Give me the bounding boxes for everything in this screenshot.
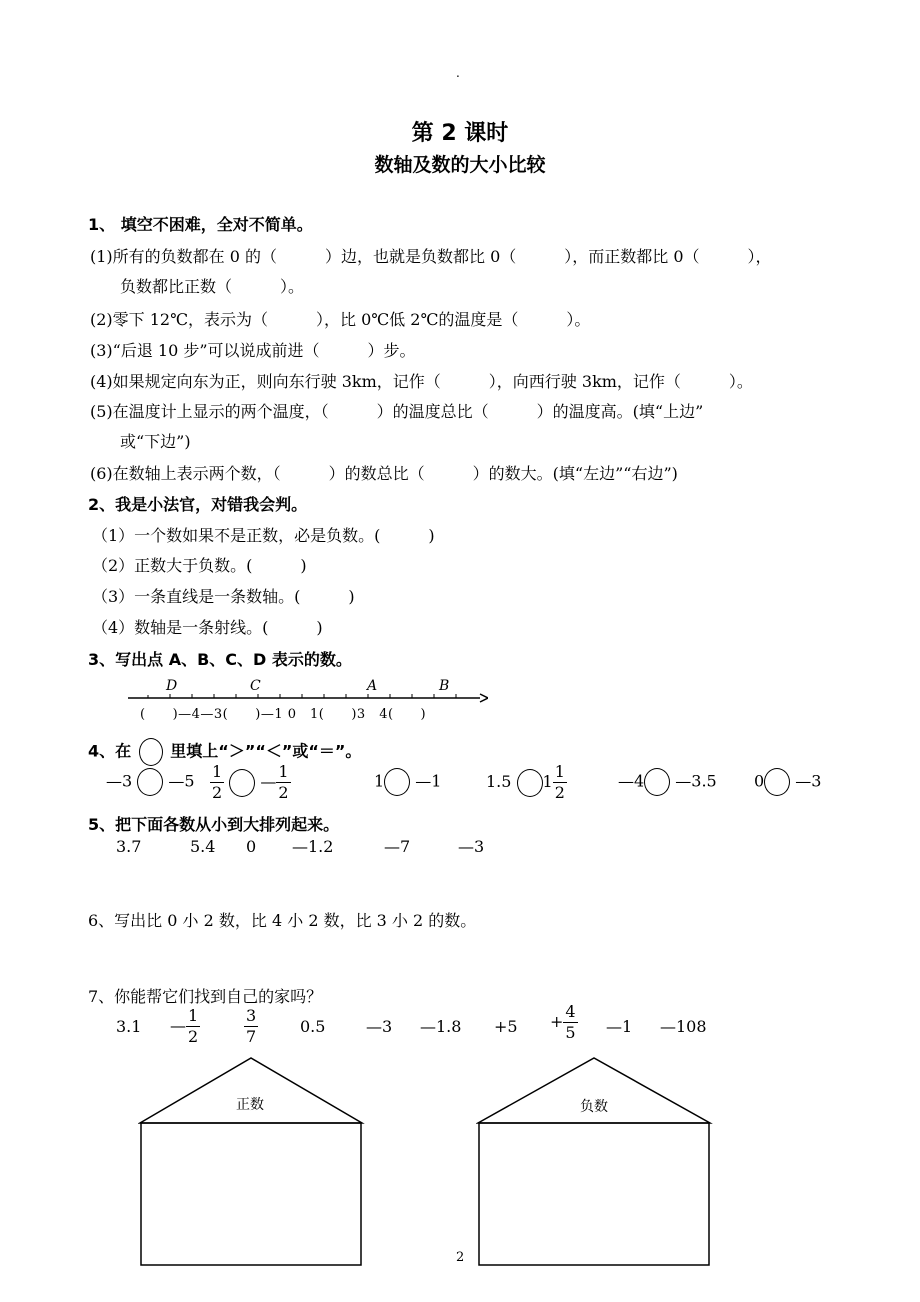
point-b-label: B <box>439 678 450 694</box>
page-subtitle: 数轴及数的大小比较 <box>374 154 546 176</box>
compare-right: —5 <box>168 771 195 791</box>
fraction: $\frac{4}{5}$ <box>565 1002 576 1042</box>
minus-sign: — <box>260 772 277 791</box>
q5-number: —7 <box>384 837 411 856</box>
q5-number: 3.7 <box>116 837 142 856</box>
negative-house <box>476 1056 714 1268</box>
page-number: 2 <box>456 1250 465 1265</box>
compare-circle[interactable] <box>384 768 410 796</box>
q1-line-5: (5)在温度计上显示的两个温度，（ ）的温度总比（ ）的温度高。(填“上边” <box>90 402 704 421</box>
q7-number: —108 <box>660 1017 707 1036</box>
q7-number <box>244 1008 258 1045</box>
q7-number <box>170 1008 200 1045</box>
q7-number: —3 <box>366 1017 393 1036</box>
point-c-label: C <box>250 678 261 694</box>
compare-circle[interactable] <box>764 768 790 796</box>
compare-left: —3 <box>106 771 133 791</box>
compare-item-3 <box>374 768 441 796</box>
negative-house-label: 负数 <box>580 1099 608 1115</box>
q2-item-3: （3）一条直线是一条数轴。( ) <box>92 587 355 606</box>
header-dot: . <box>456 66 460 80</box>
minus-sign: — <box>170 1016 186 1035</box>
point-d-label: D <box>166 678 178 694</box>
fraction: $\frac{1}{2}$ <box>554 762 565 802</box>
fraction: $\frac{3}{7}$ <box>246 1006 257 1046</box>
circle-icon <box>139 738 163 766</box>
q4-heading-b: 里填上“＞”“＜”或“＝”。 <box>170 741 362 761</box>
q5-heading: 5、把下面各数从小到大排列起来。 <box>88 815 340 834</box>
q2-heading: 2、我是小法官，对错我会判。 <box>88 495 308 514</box>
q7-number: +5 <box>494 1017 518 1036</box>
q1-line-1: (1)所有的负数都在 0 的（ ）边，也就是负数都比 0（ ），而正数都比 0（ ）， <box>90 247 772 266</box>
fraction: $\frac{1}{2}$ <box>278 762 289 802</box>
q7-number: —1.8 <box>420 1017 462 1036</box>
q2-item-1: （1）一个数如果不是正数，必是负数。( ) <box>92 526 435 545</box>
q1-line-5b: 或“下边”) <box>120 432 191 451</box>
q7-heading: 7、你能帮它们找到自己的家吗？ <box>88 987 323 1006</box>
q5-number: 5.4 <box>190 837 216 856</box>
q7-number: 3.1 <box>116 1017 142 1036</box>
compare-left: 0 <box>754 771 765 791</box>
q1-line-1b: 负数都比正数（ ）。 <box>120 277 305 296</box>
point-a-label: A <box>367 678 378 694</box>
positive-house-label: 正数 <box>236 1097 264 1113</box>
q7-number: 0.5 <box>300 1017 326 1036</box>
q6-text: 6、写出比 0 小 2 数，比 4 小 2 数，比 3 小 2 的数。 <box>88 911 477 930</box>
number-line-ticks: ( )—4—3( )—1 0 1( )3 4( ) <box>140 707 427 722</box>
q1-heading: 1、 填空不困难，全对不简单。 <box>88 215 313 234</box>
compare-circle[interactable] <box>229 769 255 797</box>
q1-line-6: (6)在数轴上表示两个数，（ ）的数总比（ ）的数大。(填“左边”“右边”) <box>90 464 678 483</box>
q5-number: 0 <box>246 837 257 856</box>
q2-item-2: （2）正数大于负数。( ) <box>92 556 307 575</box>
q7-number <box>550 1004 578 1041</box>
q7-number: —1 <box>606 1017 633 1036</box>
compare-item-2 <box>210 764 291 801</box>
q4-heading <box>88 738 361 766</box>
q1-line-4: (4)如果规定向东为正，则向东行驶 3km，记作（ ），向西行驶 3km，记作（ ）。 <box>90 372 753 391</box>
mixed-whole: 1 <box>542 772 553 791</box>
page-title: 第 2 课时 <box>411 121 509 146</box>
q3-heading: 3、写出点 A、B、C、D 表示的数。 <box>88 650 352 669</box>
compare-right: —3 <box>795 771 822 791</box>
q5-number: —3 <box>458 837 485 856</box>
compare-item-6 <box>754 768 821 796</box>
plus-sign: + <box>550 1012 564 1031</box>
positive-house <box>138 1056 366 1268</box>
compare-circle[interactable] <box>137 768 163 796</box>
q1-line-2: (2)零下 12℃，表示为（ ），比 0℃低 2℃的温度是（ ）。 <box>90 310 591 329</box>
compare-left: —4 <box>618 771 645 791</box>
compare-left: 1.5 <box>486 772 512 791</box>
compare-right: —3.5 <box>675 771 717 791</box>
q5-number: —1.2 <box>292 837 334 856</box>
fraction: $\frac{1}{2}$ <box>188 1006 199 1046</box>
compare-item-5 <box>618 768 717 796</box>
q4-heading-a: 4、在 <box>88 741 132 761</box>
compare-circle[interactable] <box>644 768 670 796</box>
compare-left: 1 <box>374 771 385 791</box>
compare-right: —1 <box>415 771 442 791</box>
compare-item-4 <box>486 764 567 801</box>
q2-item-4: （4）数轴是一条射线。( ) <box>92 618 323 637</box>
q1-line-3: (3)“后退 10 步”可以说成前进（ ）步。 <box>90 341 416 360</box>
fraction: $\frac{1}{2}$ <box>212 762 223 802</box>
compare-item-1 <box>106 768 195 796</box>
compare-circle[interactable] <box>517 769 543 797</box>
